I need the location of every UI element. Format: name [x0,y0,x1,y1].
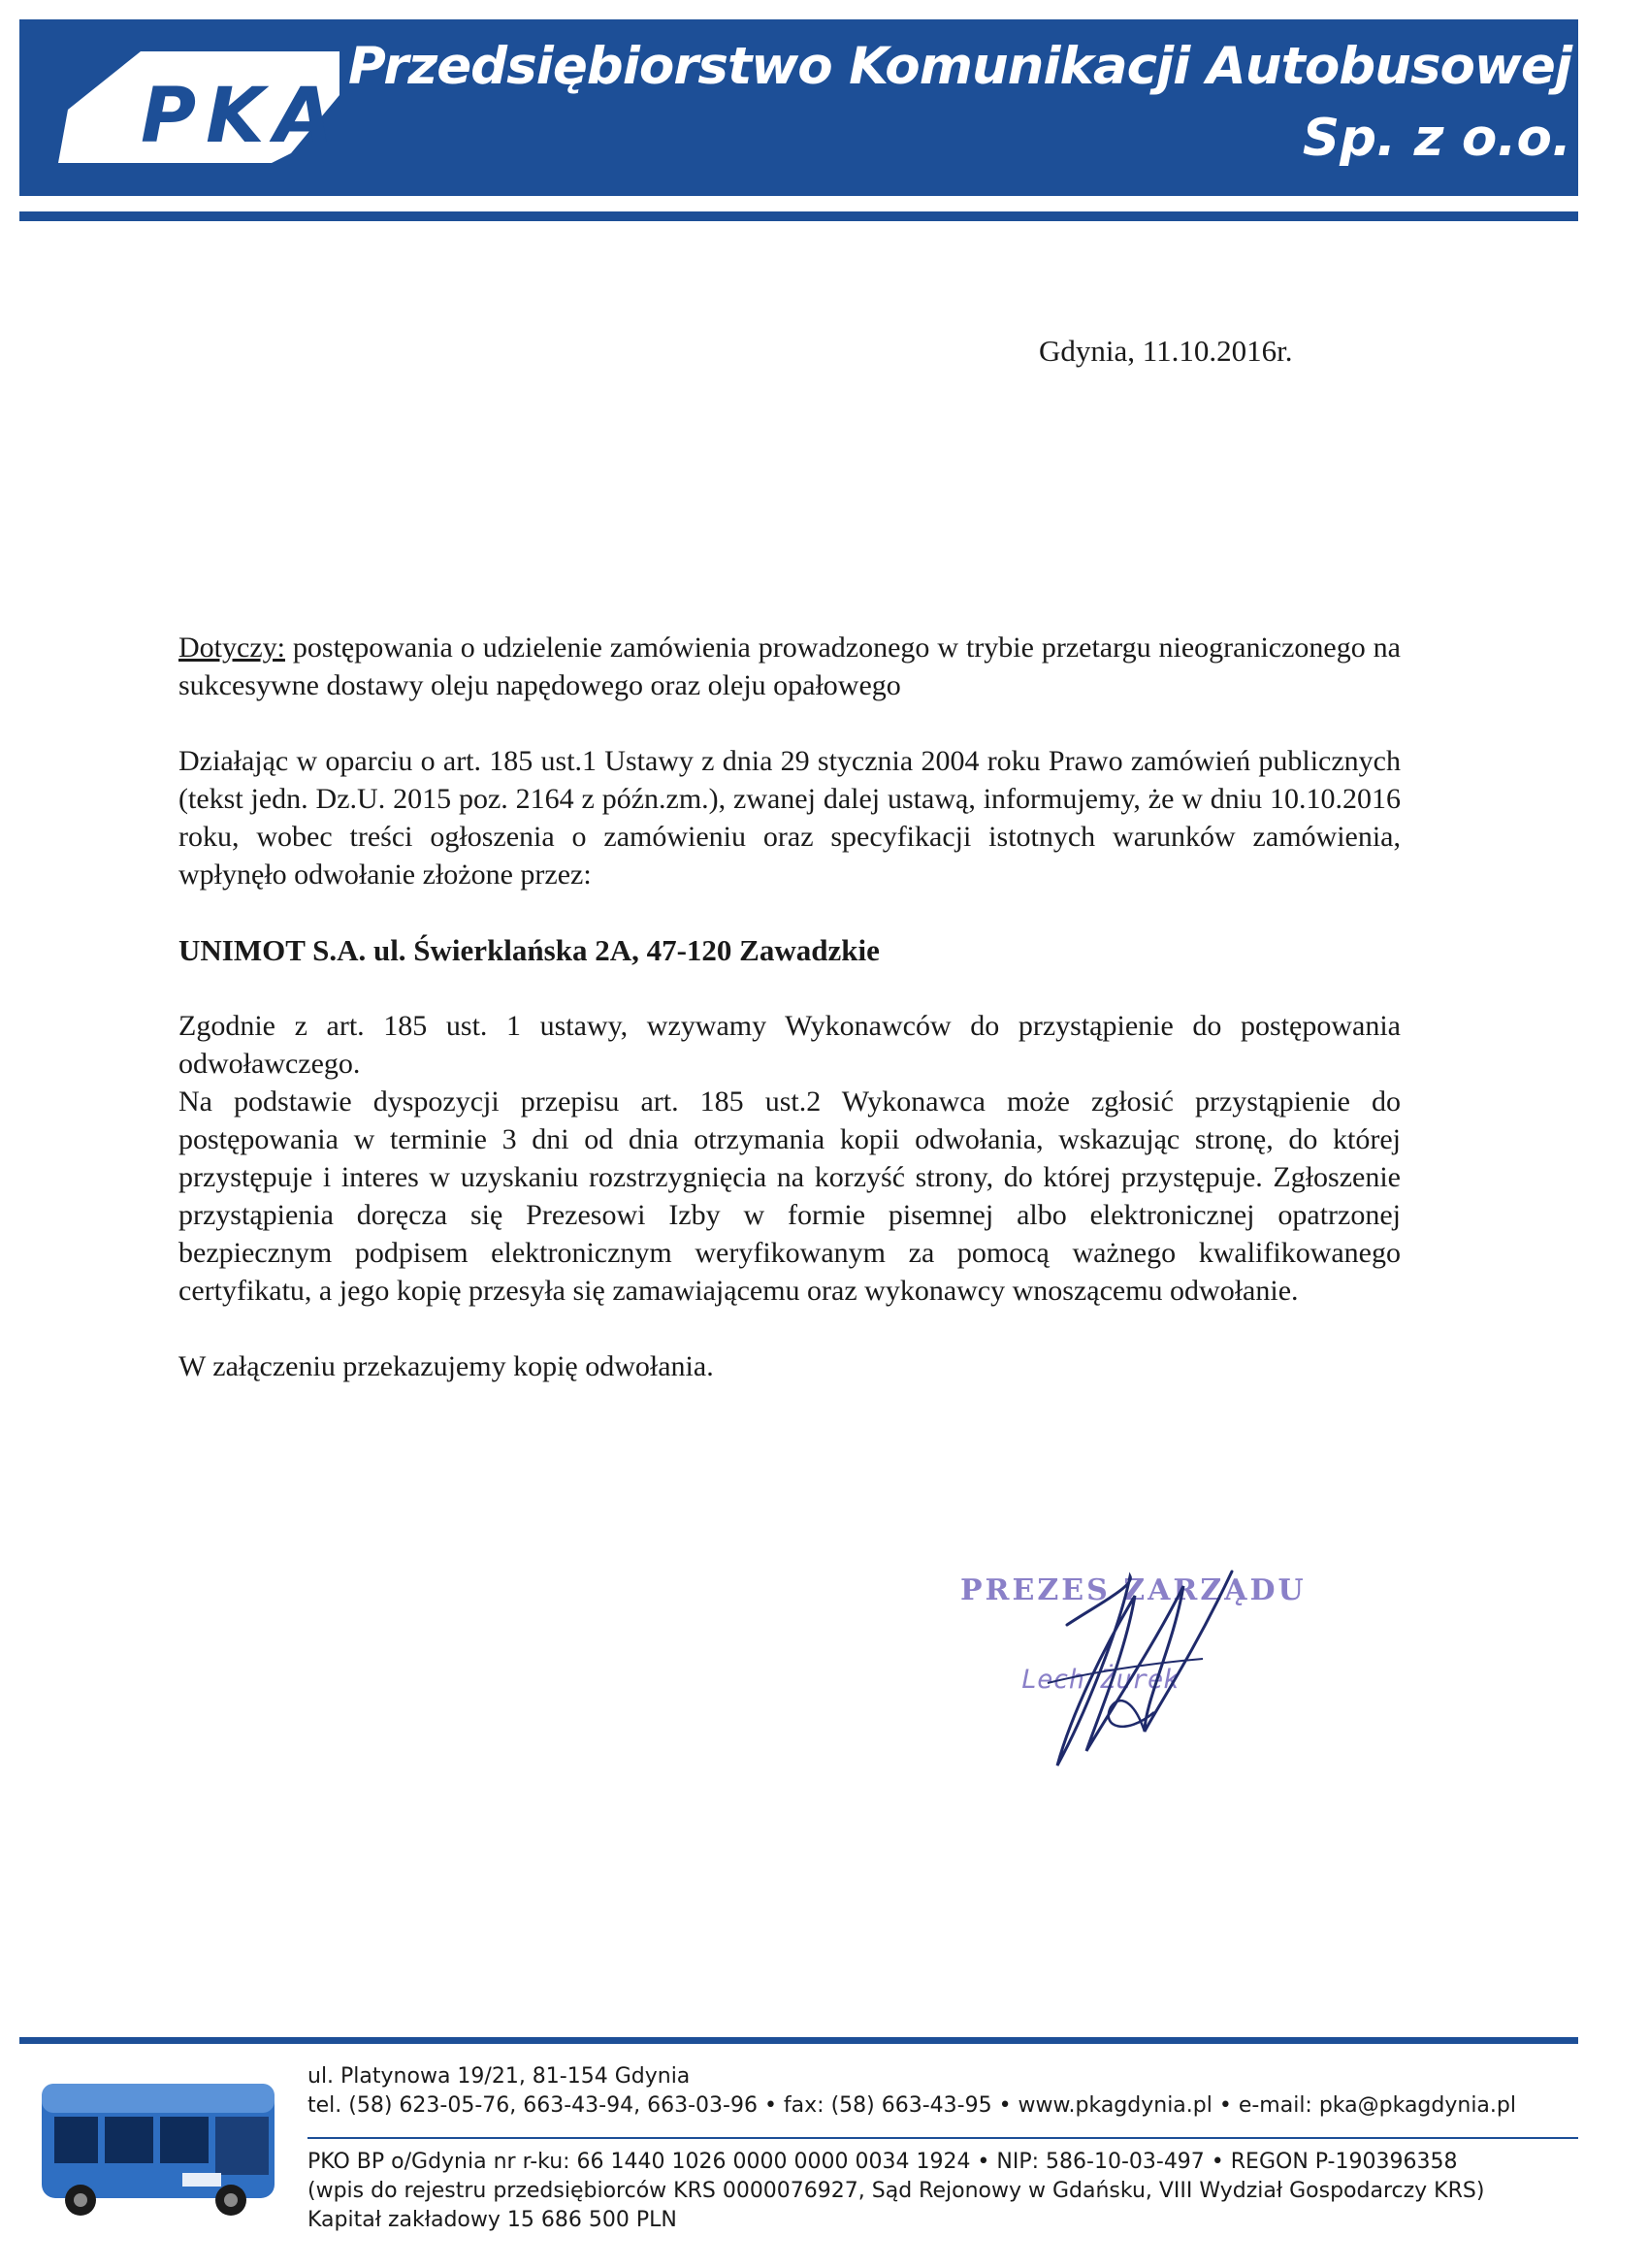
company-name: Przedsiębiorstwo Komunikacji Autobusowej [348,37,1571,96]
company-legal-form: Sp. z o.o. [1302,109,1571,168]
footer-divider [19,2037,1578,2044]
stamp-title: PREZES ZARZĄDU [960,1573,1307,1607]
svg-text:PKA: PKA [141,73,342,160]
footer-registry: (wpis do rejestru przedsiębiorców KRS 0000076927, Sąd Rejonowy w Gdańsku, VIII Wydział Gospodarczy KRS) [307,2179,1485,2203]
header-divider [19,211,1578,221]
stamp-name: Lech Żurek [1021,1665,1180,1695]
handwritten-signature [1028,1567,1290,1775]
paragraph-notice: Działając w oparciu o art. 185 ust.1 Ustawy z dnia 29 stycznia 2004 roku Prawo zamówień publicznych (tekst jedn. Dz.U. 2015 poz. 2164 z późn.zm.), zwanej dalej ustawą, informujemy, że w dniu 10.10.2016 roku, wobec treści ogłoszenia o zamówieniu oraz specyfikacji istotnych warunków zamówienia, wpłynęło odwołanie złożone przez: [178,745,1401,891]
footer-registration [307,2148,1484,2235]
subject-text: postępowania o udzielenie zamówienia prowadzonego w trybie przetargu nieograniczonego na sukcesywne dostawy oleju napędowego oraz oleju opałowego [178,632,1401,701]
subject-paragraph [178,629,1401,704]
footer-phones-web: tel. (58) 623-05-76, 663-43-94, 663-03-96 • fax: (58) 663-43-95 • www.pkagdynia.pl • e-mail: pka@pkagdynia.pl [307,2093,1516,2118]
letter-date: Gdynia, 11.10.2016r. [1039,334,1293,368]
footer-separator [307,2137,1578,2139]
subject-label: Dotyczy: [178,632,285,664]
footer-capital: Kapitał zakładowy 15 686 500 PLN [307,2208,677,2232]
pka-logo [48,27,359,173]
letter-body [178,629,1401,1385]
footer-bank: PKO BP o/Gdynia nr r-ku: 66 1440 1026 0000 0000 0034 1924 • NIP: 586-10-03-497 • REGON P-190396358 [307,2150,1458,2174]
paragraph-procedure: Na podstawie dyspozycji przepisu art. 185 ust.2 Wykonawca może zgłosić przystąpienie do postępowania w terminie 3 dni od dnia otrzymania kopii odwołania, wskazując stronę, do której przystępuje i interes w uzyskaniu rozstrzygnięcia na korzyść strony, do której przystępuje. Zgłoszenie przystąpienia doręcza się Prezesowi Izby w formie pisemnej albo elektronicznej opatrzonej bezpiecznym podpisem elektronicznym weryfikowanym za pomocą ważnego kwalifikowanego certyfikatu, a jego kopię przesyła się zamawiającemu oraz wykonawcy wnoszącemu odwołanie. [178,1085,1401,1307]
paragraph-summons: Zgodnie z art. 185 ust. 1 ustawy, wzywamy Wykonawców do przystąpienie do postępowania odwoławczego. [178,1010,1401,1080]
bus-image [37,2066,279,2221]
appellant-line: UNIMOT S.A. ul. Świerklańska 2A, 47-120 Zawadzkie [178,933,880,967]
footer-contact [307,2062,1516,2121]
closing-line: W załączeniu przekazujemy kopię odwołania. [178,1350,714,1382]
footer-address: ul. Platynowa 19/21, 81-154 Gdynia [307,2064,691,2089]
